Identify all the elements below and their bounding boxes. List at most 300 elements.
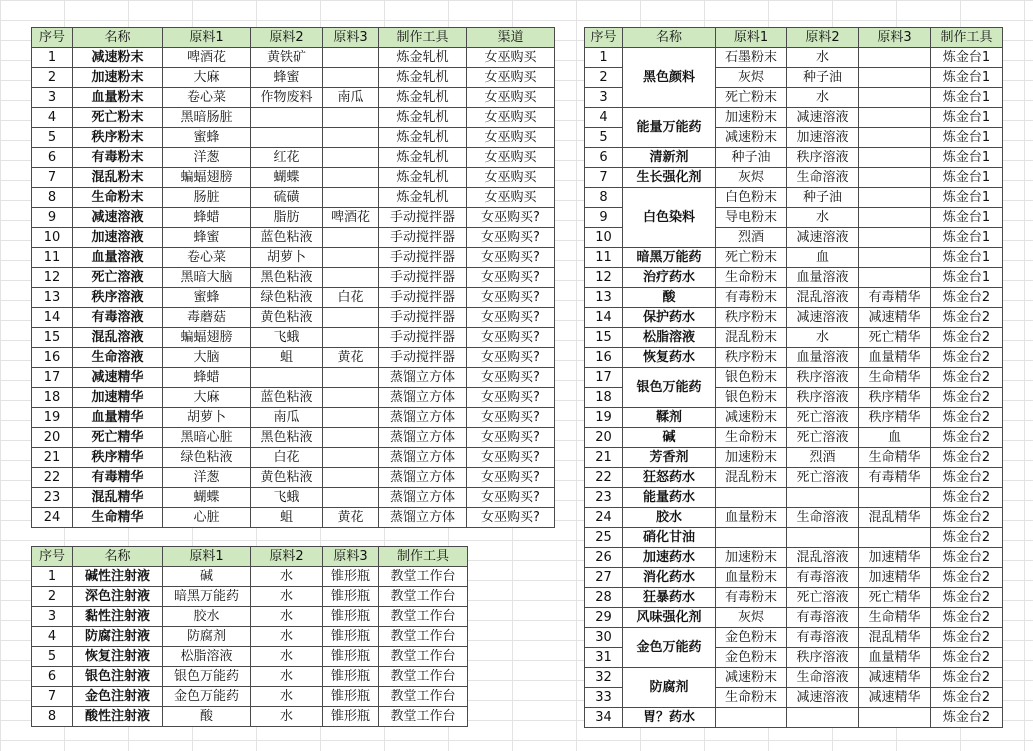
tool-cell[interactable]: 炼金台2 (931, 588, 1003, 608)
ingredient3-cell[interactable] (323, 268, 379, 288)
table-row[interactable] (585, 248, 1003, 268)
index-cell[interactable]: 2 (32, 587, 73, 607)
index-cell[interactable]: 1 (32, 48, 73, 68)
index-cell[interactable]: 3 (585, 88, 623, 108)
table-row[interactable] (32, 148, 555, 168)
table-row[interactable] (32, 488, 555, 508)
ingredient3-cell[interactable]: 秩序精华 (859, 388, 931, 408)
table-row[interactable] (585, 428, 1003, 448)
ingredient1-cell[interactable]: 减速粉末 (716, 408, 787, 428)
tool-cell[interactable]: 炼金台2 (931, 708, 1003, 728)
name-cell[interactable]: 混乱精华 (73, 488, 163, 508)
ingredient3-cell[interactable] (859, 228, 931, 248)
ingredient3-cell[interactable]: 血量精华 (859, 648, 931, 668)
table-row[interactable] (32, 448, 555, 468)
name-cell[interactable]: 碱性注射液 (73, 567, 163, 587)
ingredient1-cell[interactable]: 导电粉末 (716, 208, 787, 228)
ingredient2-cell[interactable]: 混乱溶液 (787, 288, 859, 308)
ingredient2-cell[interactable]: 血量溶液 (787, 268, 859, 288)
ingredient1-cell[interactable]: 胡萝卜 (163, 408, 251, 428)
table-row[interactable] (32, 687, 468, 707)
channel-cell[interactable]: 女巫购买 (467, 48, 555, 68)
channel-cell[interactable]: 女巫购买? (467, 308, 555, 328)
index-cell[interactable]: 17 (32, 368, 73, 388)
ingredient1-cell[interactable]: 死亡粉末 (716, 88, 787, 108)
table-row[interactable] (32, 348, 555, 368)
index-cell[interactable]: 34 (585, 708, 623, 728)
tool-cell[interactable]: 蒸馏立方体 (379, 388, 467, 408)
ingredient1-cell[interactable]: 金色万能药 (163, 687, 251, 707)
ingredient1-cell[interactable]: 银色万能药 (163, 667, 251, 687)
tool-cell[interactable]: 蒸馏立方体 (379, 368, 467, 388)
ingredient1-cell[interactable]: 蝴蝶 (163, 488, 251, 508)
index-cell[interactable]: 3 (32, 88, 73, 108)
ingredient3-cell[interactable]: 生命精华 (859, 368, 931, 388)
name-cell[interactable]: 加速粉末 (73, 68, 163, 88)
table-row[interactable] (585, 548, 1003, 568)
column-header[interactable]: 渠道 (467, 28, 555, 48)
ingredient1-cell[interactable]: 混乱粉末 (716, 328, 787, 348)
ingredient3-cell[interactable]: 减速精华 (859, 308, 931, 328)
name-cell[interactable]: 酸 (623, 288, 716, 308)
ingredient1-cell[interactable]: 黑暗心脏 (163, 428, 251, 448)
index-cell[interactable]: 8 (32, 188, 73, 208)
index-cell[interactable]: 4 (585, 108, 623, 128)
column-header[interactable]: 原料1 (163, 28, 251, 48)
ingredient1-cell[interactable]: 蝙蝠翅膀 (163, 168, 251, 188)
tool-cell[interactable]: 炼金台2 (931, 488, 1003, 508)
ingredient1-cell[interactable]: 蜂蜜 (163, 228, 251, 248)
name-cell[interactable]: 狂怒药水 (623, 468, 716, 488)
ingredient1-cell[interactable]: 秩序粉末 (716, 308, 787, 328)
ingredient3-cell[interactable] (859, 488, 931, 508)
name-cell[interactable]: 死亡粉末 (73, 108, 163, 128)
ingredient3-cell[interactable] (323, 408, 379, 428)
tool-cell[interactable]: 炼金台2 (931, 508, 1003, 528)
table-row[interactable] (32, 647, 468, 667)
tool-cell[interactable]: 炼金台1 (931, 168, 1003, 188)
name-cell[interactable]: 狂暴药水 (623, 588, 716, 608)
table-row[interactable] (32, 567, 468, 587)
index-cell[interactable]: 22 (585, 468, 623, 488)
channel-cell[interactable]: 女巫购买 (467, 188, 555, 208)
index-cell[interactable]: 8 (32, 707, 73, 727)
ingredient3-cell[interactable]: 加速精华 (859, 548, 931, 568)
index-cell[interactable]: 21 (585, 448, 623, 468)
name-cell[interactable]: 生命精华 (73, 508, 163, 528)
tool-cell[interactable]: 手动搅拌器 (379, 268, 467, 288)
name-cell[interactable]: 生命溶液 (73, 348, 163, 368)
ingredient3-cell[interactable] (323, 428, 379, 448)
ingredient3-cell[interactable] (323, 68, 379, 88)
ingredient1-cell[interactable]: 大麻 (163, 388, 251, 408)
ingredient3-cell[interactable] (859, 148, 931, 168)
tool-cell[interactable]: 炼金轧机 (379, 48, 467, 68)
name-cell[interactable]: 深色注射液 (73, 587, 163, 607)
ingredient2-cell[interactable]: 水 (251, 687, 323, 707)
index-cell[interactable]: 30 (585, 628, 623, 648)
index-cell[interactable]: 4 (32, 627, 73, 647)
name-cell[interactable]: 暗黑万能药 (623, 248, 716, 268)
name-cell[interactable]: 消化药水 (623, 568, 716, 588)
ingredient3-cell[interactable]: 混乱精华 (859, 628, 931, 648)
ingredient2-cell[interactable]: 水 (787, 48, 859, 68)
name-cell[interactable]: 血量精华 (73, 408, 163, 428)
name-cell[interactable]: 死亡溶液 (73, 268, 163, 288)
tool-cell[interactable]: 蒸馏立方体 (379, 428, 467, 448)
channel-cell[interactable]: 女巫购买? (467, 208, 555, 228)
name-cell[interactable]: 生长强化剂 (623, 168, 716, 188)
table-row[interactable] (585, 628, 1003, 648)
table-row[interactable] (32, 68, 555, 88)
column-header[interactable]: 原料1 (716, 28, 787, 48)
ingredient2-cell[interactable]: 水 (251, 607, 323, 627)
table-row[interactable] (585, 188, 1003, 208)
column-header[interactable]: 名称 (73, 547, 163, 567)
table-row[interactable] (32, 288, 555, 308)
name-cell[interactable]: 碱 (623, 428, 716, 448)
ingredient1-cell[interactable]: 灰烬 (716, 68, 787, 88)
tool-cell[interactable]: 蒸馏立方体 (379, 508, 467, 528)
ingredient1-cell[interactable]: 有毒粉末 (716, 588, 787, 608)
table-row[interactable] (32, 108, 555, 128)
name-cell[interactable]: 有毒精华 (73, 468, 163, 488)
ingredient1-cell[interactable]: 加速粉末 (716, 448, 787, 468)
tool-cell[interactable]: 炼金台2 (931, 368, 1003, 388)
tool-cell[interactable]: 炼金台1 (931, 128, 1003, 148)
name-cell[interactable]: 加速药水 (623, 548, 716, 568)
tool-cell[interactable]: 炼金台1 (931, 228, 1003, 248)
tool-cell[interactable]: 炼金轧机 (379, 88, 467, 108)
ingredient1-cell[interactable]: 蝙蝠翅膀 (163, 328, 251, 348)
name-cell[interactable]: 银色万能药 (623, 368, 716, 408)
column-header[interactable]: 原料1 (163, 547, 251, 567)
name-cell[interactable]: 防腐注射液 (73, 627, 163, 647)
index-cell[interactable]: 21 (32, 448, 73, 468)
name-cell[interactable]: 秩序溶液 (73, 288, 163, 308)
ingredient1-cell[interactable]: 银色粉末 (716, 388, 787, 408)
table-row[interactable] (32, 228, 555, 248)
ingredient1-cell[interactable]: 卷心菜 (163, 88, 251, 108)
ingredient2-cell[interactable] (251, 128, 323, 148)
tool-cell[interactable]: 炼金轧机 (379, 168, 467, 188)
table-row[interactable] (585, 108, 1003, 128)
ingredient3-cell[interactable] (323, 128, 379, 148)
ingredient2-cell[interactable]: 减速溶液 (787, 108, 859, 128)
ingredient3-cell[interactable] (323, 188, 379, 208)
tool-cell[interactable]: 教堂工作台 (379, 647, 468, 667)
index-cell[interactable]: 20 (585, 428, 623, 448)
tool-cell[interactable]: 炼金台1 (931, 68, 1003, 88)
name-cell[interactable]: 能量药水 (623, 488, 716, 508)
tool-cell[interactable]: 教堂工作台 (379, 607, 468, 627)
table-row[interactable] (32, 188, 555, 208)
channel-cell[interactable]: 女巫购买? (467, 268, 555, 288)
ingredient3-cell[interactable]: 南瓜 (323, 88, 379, 108)
ingredient2-cell[interactable] (251, 368, 323, 388)
tool-cell[interactable]: 炼金台2 (931, 648, 1003, 668)
index-cell[interactable]: 4 (32, 108, 73, 128)
table-row[interactable] (32, 248, 555, 268)
tool-cell[interactable]: 教堂工作台 (379, 587, 468, 607)
ingredient1-cell[interactable]: 白色粉末 (716, 188, 787, 208)
name-cell[interactable]: 风味强化剂 (623, 608, 716, 628)
tool-cell[interactable]: 炼金台2 (931, 328, 1003, 348)
ingredient2-cell[interactable]: 加速溶液 (787, 128, 859, 148)
table-row[interactable] (585, 168, 1003, 188)
index-cell[interactable]: 7 (32, 168, 73, 188)
tool-cell[interactable]: 炼金台2 (931, 688, 1003, 708)
tool-cell[interactable]: 教堂工作台 (379, 707, 468, 727)
ingredient3-cell[interactable]: 有毒精华 (859, 468, 931, 488)
ingredient1-cell[interactable]: 血量粉末 (716, 568, 787, 588)
channel-cell[interactable]: 女巫购买 (467, 68, 555, 88)
ingredient3-cell[interactable] (323, 388, 379, 408)
column-header[interactable]: 原料2 (787, 28, 859, 48)
ingredient3-cell[interactable]: 死亡精华 (859, 588, 931, 608)
ingredient3-cell[interactable]: 秩序精华 (859, 408, 931, 428)
tool-cell[interactable]: 炼金台2 (931, 668, 1003, 688)
index-cell[interactable]: 23 (32, 488, 73, 508)
table-row[interactable] (585, 568, 1003, 588)
ingredient1-cell[interactable]: 蜜蜂 (163, 288, 251, 308)
name-cell[interactable]: 有毒溶液 (73, 308, 163, 328)
tool-cell[interactable]: 蒸馏立方体 (379, 488, 467, 508)
index-cell[interactable]: 24 (32, 508, 73, 528)
index-cell[interactable]: 1 (585, 48, 623, 68)
ingredient1-cell[interactable]: 减速粉末 (716, 668, 787, 688)
index-cell[interactable]: 12 (585, 268, 623, 288)
name-cell[interactable]: 芳香剂 (623, 448, 716, 468)
channel-cell[interactable]: 女巫购买? (467, 328, 555, 348)
channel-cell[interactable]: 女巫购买? (467, 368, 555, 388)
ingredient1-cell[interactable]: 洋葱 (163, 148, 251, 168)
name-cell[interactable]: 混乱粉末 (73, 168, 163, 188)
ingredient1-cell[interactable]: 黑暗肠脏 (163, 108, 251, 128)
table-row[interactable] (32, 607, 468, 627)
ingredient3-cell[interactable] (323, 248, 379, 268)
ingredient2-cell[interactable]: 硫磺 (251, 188, 323, 208)
tool-cell[interactable]: 炼金台2 (931, 388, 1003, 408)
ingredient1-cell[interactable]: 金色粉末 (716, 628, 787, 648)
tool-cell[interactable]: 炼金台1 (931, 248, 1003, 268)
ingredient1-cell[interactable]: 防腐剂 (163, 627, 251, 647)
index-cell[interactable]: 6 (585, 148, 623, 168)
ingredient1-cell[interactable]: 种子油 (716, 148, 787, 168)
tool-cell[interactable]: 炼金台2 (931, 528, 1003, 548)
ingredient1-cell[interactable] (716, 708, 787, 728)
table-row[interactable] (585, 488, 1003, 508)
ingredient1-cell[interactable]: 蜜蜂 (163, 128, 251, 148)
ingredient3-cell[interactable]: 锥形瓶 (323, 627, 379, 647)
ingredient1-cell[interactable]: 加速粉末 (716, 108, 787, 128)
index-cell[interactable]: 8 (585, 188, 623, 208)
name-cell[interactable]: 胶水 (623, 508, 716, 528)
index-cell[interactable]: 7 (32, 687, 73, 707)
index-cell[interactable]: 27 (585, 568, 623, 588)
table-row[interactable] (32, 128, 555, 148)
index-cell[interactable]: 19 (585, 408, 623, 428)
index-cell[interactable]: 6 (32, 667, 73, 687)
tool-cell[interactable]: 炼金台2 (931, 608, 1003, 628)
index-cell[interactable]: 33 (585, 688, 623, 708)
ingredient2-cell[interactable]: 血量溶液 (787, 348, 859, 368)
ingredient1-cell[interactable] (716, 528, 787, 548)
ingredient1-cell[interactable]: 金色粉末 (716, 648, 787, 668)
ingredient2-cell[interactable]: 烈酒 (787, 448, 859, 468)
ingredient2-cell[interactable]: 蛆 (251, 348, 323, 368)
name-cell[interactable]: 血量粉末 (73, 88, 163, 108)
ingredient2-cell[interactable]: 黄色粘液 (251, 468, 323, 488)
index-cell[interactable]: 5 (32, 647, 73, 667)
table-row[interactable] (32, 48, 555, 68)
channel-cell[interactable]: 女巫购买 (467, 88, 555, 108)
name-cell[interactable]: 减速精华 (73, 368, 163, 388)
table-row[interactable] (32, 388, 555, 408)
ingredient3-cell[interactable] (859, 708, 931, 728)
ingredient2-cell[interactable]: 水 (251, 567, 323, 587)
ingredient1-cell[interactable]: 生命粉末 (716, 268, 787, 288)
ingredient3-cell[interactable] (323, 148, 379, 168)
ingredient3-cell[interactable] (859, 168, 931, 188)
index-cell[interactable]: 26 (585, 548, 623, 568)
index-cell[interactable]: 17 (585, 368, 623, 388)
ingredient2-cell[interactable]: 种子油 (787, 68, 859, 88)
ingredient1-cell[interactable]: 加速粉末 (716, 548, 787, 568)
table-row[interactable] (32, 368, 555, 388)
ingredient2-cell[interactable]: 水 (251, 587, 323, 607)
name-cell[interactable]: 黏性注射液 (73, 607, 163, 627)
index-cell[interactable]: 19 (32, 408, 73, 428)
tool-cell[interactable]: 炼金台2 (931, 548, 1003, 568)
ingredient1-cell[interactable]: 大麻 (163, 68, 251, 88)
index-cell[interactable]: 2 (585, 68, 623, 88)
channel-cell[interactable]: 女巫购买? (467, 388, 555, 408)
ingredient2-cell[interactable]: 蛆 (251, 508, 323, 528)
index-cell[interactable]: 22 (32, 468, 73, 488)
index-cell[interactable]: 18 (585, 388, 623, 408)
tool-cell[interactable]: 炼金台2 (931, 408, 1003, 428)
ingredient2-cell[interactable]: 减速溶液 (787, 228, 859, 248)
table-row[interactable] (32, 308, 555, 328)
ingredient1-cell[interactable]: 啤酒花 (163, 48, 251, 68)
tool-cell[interactable]: 炼金轧机 (379, 128, 467, 148)
ingredient3-cell[interactable] (323, 108, 379, 128)
ingredient2-cell[interactable]: 脂肪 (251, 208, 323, 228)
index-cell[interactable]: 10 (585, 228, 623, 248)
index-cell[interactable]: 6 (32, 148, 73, 168)
ingredient2-cell[interactable]: 水 (251, 707, 323, 727)
ingredient1-cell[interactable]: 碱 (163, 567, 251, 587)
ingredient1-cell[interactable]: 心脏 (163, 508, 251, 528)
ingredient1-cell[interactable]: 死亡粉末 (716, 248, 787, 268)
ingredient3-cell[interactable]: 血量精华 (859, 348, 931, 368)
name-cell[interactable]: 清新剂 (623, 148, 716, 168)
channel-cell[interactable]: 女巫购买? (467, 248, 555, 268)
name-cell[interactable]: 死亡精华 (73, 428, 163, 448)
ingredient3-cell[interactable]: 血 (859, 428, 931, 448)
name-cell[interactable]: 硝化甘油 (623, 528, 716, 548)
ingredient1-cell[interactable]: 混乱粉末 (716, 468, 787, 488)
tool-cell[interactable]: 炼金台2 (931, 348, 1003, 368)
ingredient2-cell[interactable]: 死亡溶液 (787, 588, 859, 608)
ingredient3-cell[interactable] (323, 168, 379, 188)
ingredient2-cell[interactable]: 水 (787, 208, 859, 228)
tool-cell[interactable]: 炼金台2 (931, 628, 1003, 648)
ingredient3-cell[interactable] (323, 328, 379, 348)
name-cell[interactable]: 松脂溶液 (623, 328, 716, 348)
ingredient1-cell[interactable]: 大脑 (163, 348, 251, 368)
tool-cell[interactable]: 炼金台2 (931, 568, 1003, 588)
index-cell[interactable]: 28 (585, 588, 623, 608)
tool-cell[interactable]: 教堂工作台 (379, 687, 468, 707)
ingredient2-cell[interactable]: 蜂蜜 (251, 68, 323, 88)
tool-cell[interactable]: 手动搅拌器 (379, 208, 467, 228)
table-row[interactable] (32, 627, 468, 647)
ingredient3-cell[interactable]: 黄花 (323, 348, 379, 368)
ingredient1-cell[interactable]: 绿色粘液 (163, 448, 251, 468)
channel-cell[interactable]: 女巫购买? (467, 508, 555, 528)
ingredient2-cell[interactable]: 种子油 (787, 188, 859, 208)
channel-cell[interactable]: 女巫购买? (467, 408, 555, 428)
ingredient3-cell[interactable] (859, 528, 931, 548)
table-row[interactable] (32, 707, 468, 727)
tool-cell[interactable]: 教堂工作台 (379, 667, 468, 687)
ingredient2-cell[interactable]: 黑色粘液 (251, 268, 323, 288)
ingredient3-cell[interactable] (859, 48, 931, 68)
ingredient2-cell[interactable]: 减速溶液 (787, 308, 859, 328)
ingredient1-cell[interactable]: 洋葱 (163, 468, 251, 488)
name-cell[interactable]: 胃？药水 (623, 708, 716, 728)
name-cell[interactable]: 减速溶液 (73, 208, 163, 228)
tool-cell[interactable]: 炼金台1 (931, 48, 1003, 68)
ingredient3-cell[interactable]: 混乱精华 (859, 508, 931, 528)
channel-cell[interactable]: 女巫购买? (467, 468, 555, 488)
ingredient2-cell[interactable]: 红花 (251, 148, 323, 168)
ingredient3-cell[interactable]: 黄花 (323, 508, 379, 528)
ingredient2-cell[interactable]: 水 (251, 667, 323, 687)
name-cell[interactable]: 秩序粉末 (73, 128, 163, 148)
table-row[interactable] (32, 268, 555, 288)
index-cell[interactable]: 11 (585, 248, 623, 268)
name-cell[interactable]: 恢复药水 (623, 348, 716, 368)
name-cell[interactable]: 黑色颜料 (623, 48, 716, 108)
index-cell[interactable]: 15 (32, 328, 73, 348)
ingredient2-cell[interactable] (787, 708, 859, 728)
ingredient1-cell[interactable]: 蜂蜡 (163, 208, 251, 228)
name-cell[interactable]: 防腐剂 (623, 668, 716, 708)
ingredient1-cell[interactable]: 烈酒 (716, 228, 787, 248)
ingredient2-cell[interactable]: 有毒溶液 (787, 568, 859, 588)
name-cell[interactable]: 鞣剂 (623, 408, 716, 428)
column-header[interactable]: 原料2 (251, 28, 323, 48)
channel-cell[interactable]: 女巫购买 (467, 128, 555, 148)
ingredient3-cell[interactable]: 减速精华 (859, 688, 931, 708)
ingredient3-cell[interactable]: 啤酒花 (323, 208, 379, 228)
ingredient1-cell[interactable]: 秩序粉末 (716, 348, 787, 368)
tool-cell[interactable]: 炼金台2 (931, 428, 1003, 448)
name-cell[interactable]: 减速粉末 (73, 48, 163, 68)
ingredient3-cell[interactable] (859, 88, 931, 108)
tool-cell[interactable]: 炼金台1 (931, 188, 1003, 208)
table-row[interactable] (32, 587, 468, 607)
ingredient3-cell[interactable]: 加速精华 (859, 568, 931, 588)
table-row[interactable] (585, 508, 1003, 528)
table-row[interactable] (585, 608, 1003, 628)
tool-cell[interactable]: 炼金轧机 (379, 148, 467, 168)
ingredient1-cell[interactable]: 生命粉末 (716, 428, 787, 448)
ingredient2-cell[interactable]: 黑色粘液 (251, 428, 323, 448)
